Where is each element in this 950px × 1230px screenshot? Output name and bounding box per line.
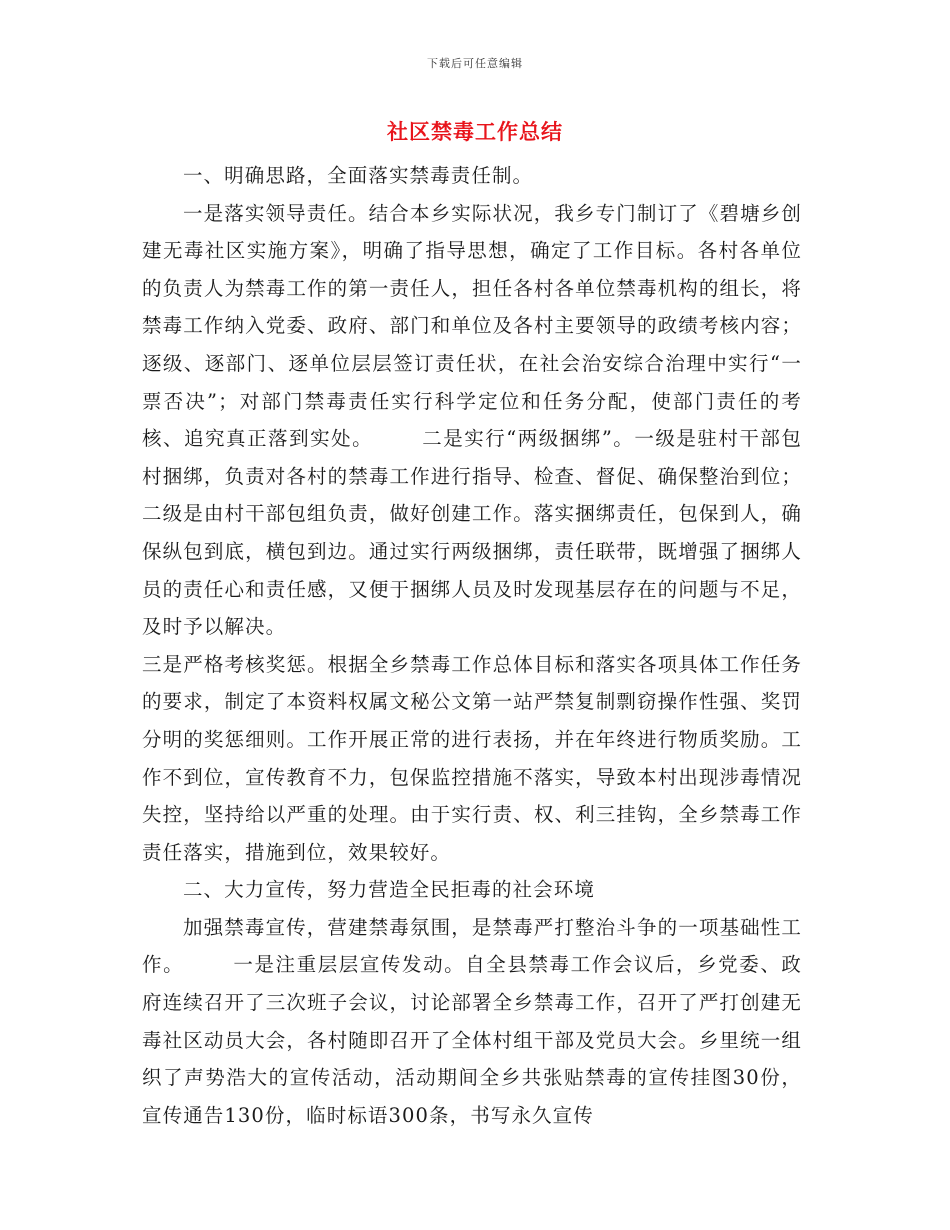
document-body (142, 157, 802, 1134)
paragraph-3-part-1: 加强禁毒宣传，营建禁毒氛围，是禁毒严打整治斗争的一项基础性工作。 (142, 915, 802, 977)
header-note: 下载后可任意编辑 (427, 57, 523, 70)
document-title: 社区禁毒工作总结 (387, 119, 563, 144)
paragraph-3 (142, 909, 802, 1135)
section-heading-1: 一、明确思路，全面落实禁毒责任制。 (182, 164, 534, 187)
paragraph-3-part-2: 一是注重层层宣传发动。自全县禁毒工作会议后，乡党委、政府连续召开了三次班子会议，讨论部署全乡禁毒工作，召开了严打创建无毒社区动员大会，各村随即召开了全体村组干部及党员大会。乡里统一组织了声势浩大的宣传活动，活动期间全乡共张贴禁毒的宣传挂图30份，宣传通告130份，临时标语300条，书写永久宣传 (142, 953, 802, 1127)
section-heading-2: 二、大力宣传，努力营造全民拒毒的社会环境 (182, 878, 595, 902)
paragraph-1 (142, 195, 802, 646)
paragraph-1-part-2: 二是实行“两级捆绑”。一级是驻村干部包村捆绑，负责对各村的禁毒工作进行指导、检查、督促、确保整治到位；二级是由村干部包组负责，做好创建工作。落实捆绑责任，包保到人，确保纵包到底，横包到边。通过实行两级捆绑，责任联带，既增强了捆绑人员的责任心和责任感，又便于捆绑人员及时发现基层存在的问题与不足，及时予以解决。 (142, 427, 802, 639)
paragraph-1-part-1: 一是落实领导责任。结合本乡实际状况，我乡专门制订了《碧塘乡创建无毒社区实施方案》，明确了指导思想，确定了工作目标。各村各单位的负责人为禁毒工作的第一责任人，担任各村各单位禁毒机构的组长，将禁毒工作纳入党委、政府、部门和单位及各村主要领导的政绩考核内容；逐级、逐部门、逐单位层层签订责任状，在社会治安综合治理中实行“一票否决”；对部门禁毒责任实行科学定位和任务分配，使部门责任的考核、追究真正落到实处。 (142, 201, 802, 451)
paragraph-2: 三是严格考核奖惩。根据全乡禁毒工作总体目标和落实各项具体工作任务的要求，制定了本资料权属文秘公文第一站严禁复制剽窃操作性强、奖罚分明的奖惩细则。工作开展正常的进行表扬，并在年终进行物质奖励。工作不到位，宣传教育不力，包保监控措施不落实，导致本村出现涉毒情况失控，坚持给以严重的处理。由于实行责、权、利三挂钩，全乡禁毒工作责任落实，措施到位，效果较好。 (142, 652, 802, 864)
